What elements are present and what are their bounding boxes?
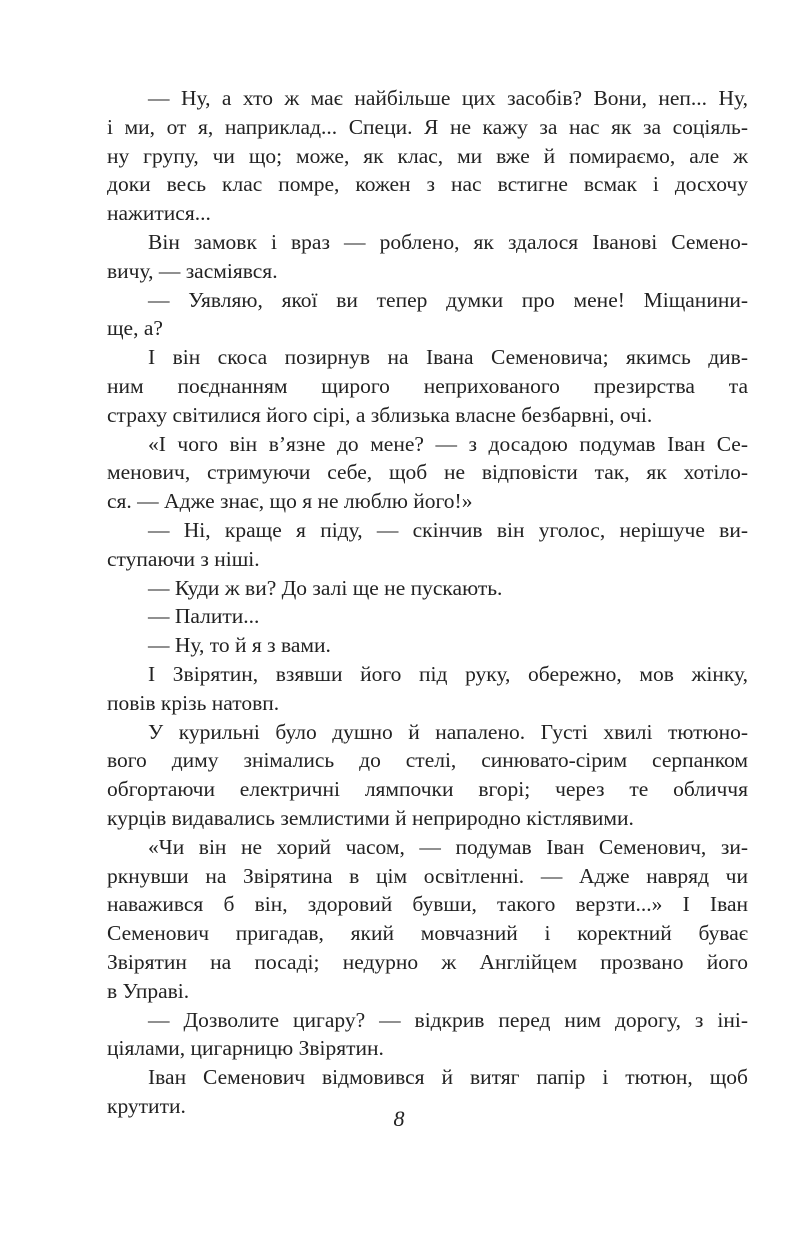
text-line: — Ні, краще я піду, — скінчив він уголос, нерішуче ви-	[148, 517, 748, 542]
paragraph	[107, 631, 748, 660]
text-line: ну групу, чи що; може, як клас, ми вже й помираємо, але ж	[107, 143, 748, 168]
text-line: в Управі.	[107, 978, 190, 1003]
paragraph	[107, 1006, 748, 1064]
paragraph	[107, 228, 748, 286]
paragraph	[107, 343, 748, 429]
paragraph	[107, 718, 748, 833]
text-line: ще, а?	[107, 316, 163, 341]
text-line: страху світилися його сірі, а зблизька власне безбарвні, очі.	[107, 402, 653, 427]
text-line: — Ну, а хто ж має найбільше цих засобів? Вони, неп... Ну,	[148, 86, 748, 110]
text-line: ним поєднанням щирого неприхованого презирства та	[107, 373, 748, 398]
paragraph	[107, 516, 748, 574]
text-line: «І чого він в’язне до мене? — з досадою подумав Іван Се-	[148, 431, 748, 456]
page-number: 8	[393, 1106, 405, 1131]
text-line: — Куди ж ви? До залі ще не пускають.	[148, 575, 503, 600]
text-line: крутити.	[107, 1093, 186, 1118]
paragraph	[107, 833, 748, 1006]
paragraph	[107, 430, 748, 516]
text-line: Семенович пригадав, який мовчазний і коректний буває	[107, 921, 748, 946]
text-line: — Палити...	[148, 604, 260, 629]
text-line: наважився б він, здоровий бувши, такого верзти...» І Іван	[107, 892, 748, 917]
paragraph	[107, 574, 748, 603]
text-line: повів крізь натовп.	[107, 690, 280, 715]
paragraph	[107, 286, 748, 344]
text-line: І Звірятин, взявши його під руку, обережно, мов жінку,	[148, 661, 748, 686]
text-line: Він замовк і враз — роблено, як здалося Іванові Семено-	[148, 229, 748, 254]
text-line: ркнувши на Звірятина в цім освітленні. — Адже навряд чи	[107, 863, 748, 888]
text-line: — Дозволите цигару? — відкрив перед ним дорогу, з іні-	[148, 1007, 748, 1032]
text-line: курців видавались землистими й неприродно кістлявими.	[107, 805, 634, 830]
text-line: — Уявляю, якої ви тепер думки про мене! Міщанини-	[148, 287, 748, 312]
text-line: ціялами, цигарницю Звірятин.	[107, 1036, 384, 1061]
text-line: обгортаючи електричні лямпочки вгорі; через те обличчя	[107, 777, 748, 802]
text-line: нажитися...	[107, 201, 211, 226]
text-line: «Чи він не хорий часом, — подумав Іван Семенович, зи-	[148, 834, 748, 859]
paragraph	[107, 84, 748, 228]
text-line: У курильні було душно й напалено. Густі хвилі тютюно-	[148, 719, 748, 744]
text-line: ся. — Адже знає, що я не люблю його!»	[107, 489, 473, 514]
text-line: ступаючи з ніші.	[107, 546, 260, 571]
text-line: доки весь клас помре, кожен з нас встигне всмак і досхочу	[107, 172, 748, 197]
text-line: вичу, — засміявся.	[107, 258, 278, 283]
text-line: І він скоса позирнув на Івана Семеновича; якимсь див-	[148, 345, 748, 370]
text-line: менович, стримуючи себе, щоб не відповісти так, як хотіло-	[107, 460, 748, 485]
text-line: і ми, от я, наприклад... Специ. Я не кажу за нас як за соціяль-	[107, 114, 748, 139]
text-line: вого диму знімались до стелі, синювато-сірим серпанком	[107, 748, 748, 773]
text-line: Іван Семенович відмовився й витяг папір і тютюн, щоб	[148, 1065, 748, 1090]
text-line: Звірятин на посаді; недурно ж Англійцем прозвано його	[107, 949, 748, 974]
text-line: — Ну, то й я з вами.	[148, 633, 331, 658]
paragraph	[107, 602, 748, 631]
paragraph	[107, 660, 748, 718]
page-body-text	[107, 84, 748, 1121]
